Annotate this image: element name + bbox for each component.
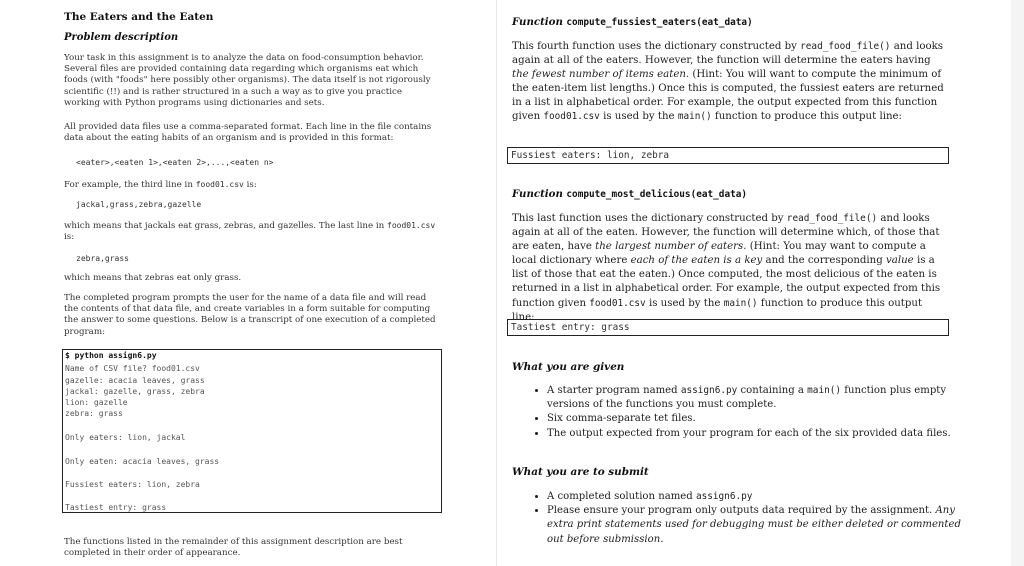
program-paragraph: The completed program prompts the user for the name of a data file and will read the contents of that data file, and create variables in a form suitable for computing the answer to some questions. Below is a transcript of one execution of a completed program: — [64, 293, 436, 337]
tastiest-output-box: Tastiest entry: grass — [507, 319, 949, 336]
transcript-line: gazelle: acacia leaves, grass — [65, 376, 205, 385]
intro-paragraph: Your task in this assignment is to analyze the data on food-consumption behavior. Several files are provided containing data regarding which organisms eat which foods (with "foods" here possibly other organisms). The data itself is not rigorously scientific (!!) and is rather structured in a such a way as to give you practice working with Python programs using dictionaries and sets. — [64, 53, 431, 108]
transcript-line: Tastiest entry: grass — [65, 503, 167, 512]
list-item: • A starter program named assign6.py containing a main() function plus empty versions of the functions you must complete. — [547, 384, 967, 412]
zebra-explanation: which means that zebras eat only grass. — [64, 273, 242, 283]
list-item: • Six comma-separate tet files. — [547, 412, 967, 426]
format-paragraph: All provided data files use a comma-separated format. Each line in the file contains data about the eating habits of an organism and is provided in this format: — [64, 122, 432, 144]
transcript-line: Only eaters: lion, jackal — [65, 433, 186, 442]
list-item: • The output expected from your program for each of the six provided data files. — [547, 427, 967, 441]
right-page — [497, 0, 1011, 566]
given-list — [527, 384, 967, 441]
transcript-line: Name of CSV file? food01.csv — [65, 364, 200, 373]
submit-heading: What you are to submit — [512, 466, 649, 478]
list-item: • A completed solution named assign6.py — [547, 490, 967, 504]
transcript-line: $ python assign6.py — [65, 351, 157, 360]
format-line: <eater>,<eaten 1>,<eaten 2>,...,<eaten n> — [76, 158, 274, 167]
transcript-line: Fussiest eaters: lion, zebra — [65, 480, 200, 489]
given-heading: What you are given — [512, 361, 625, 373]
submit-list — [527, 490, 967, 547]
function-heading-delicious: Function compute_most_delicious(eat_data) — [512, 188, 748, 200]
example-line-jackal: jackal,grass,zebra,gazelle — [76, 200, 202, 209]
right-margin-strip — [1011, 0, 1024, 566]
example-explanation: which means that jackals eat grass, zebras, and gazelles. The last line in food01.csv is: — [64, 221, 436, 243]
closing-paragraph: The functions listed in the remainder of this assignment description are best completed in their order of appearance. — [64, 537, 403, 559]
problem-description-heading: Problem description — [64, 32, 179, 43]
fussiest-output-box: Fussiest eaters: lion, zebra — [507, 147, 949, 164]
function-heading-fussiest: Function compute_fussiest_eaters(eat_data) — [512, 16, 753, 28]
fussiest-description: This fourth function uses the dictionary constructed by read_food_file() and looks again at all of the eaters. However, the function will determine the eaters having the fewest number of items eaten. (Hint: You will want to compute the minimum of the eaten-item list lengths.) Once this is computed, the fussiest eaters are returned in a list in alphabetical order. For example, the output expected from this function given food01.csv is used by the main() function to produce this output line: — [512, 41, 944, 123]
delicious-description: This last function uses the dictionary constructed by read_food_file() and looks again at all of the eaten. However, the function will determine which, of those that are eaten, have the largest number of eaters. (Hint: You may want to compute a local dictionary where each of the eaten is a key and the corresponding value is a list of those that eat the eaten.) Once computed, the most delicious of the eaten is returned in a list in alphabetical order. For example, the output expected from this function given food01.csv is used by the main() function to produce this output line: — [512, 213, 941, 323]
example-intro: For example, the third line in food01.csv is: — [64, 180, 257, 190]
transcript-line: jackal: gazelle, grass, zebra — [65, 387, 205, 396]
left-page — [0, 0, 496, 566]
transcript-line: lion: gazelle — [65, 398, 128, 407]
document-title: The Eaters and the Eaten — [64, 11, 214, 23]
example-line-zebra: zebra,grass — [76, 254, 129, 263]
transcript-box — [62, 349, 442, 513]
transcript-line: zebra: grass — [65, 409, 123, 418]
list-item: • Please ensure your program only outputs data required by the assignment. Any extra print statements used for debugging must be either deleted or commented out before submission. — [547, 504, 967, 547]
transcript-line: Only eaten: acacia leaves, grass — [65, 457, 220, 466]
